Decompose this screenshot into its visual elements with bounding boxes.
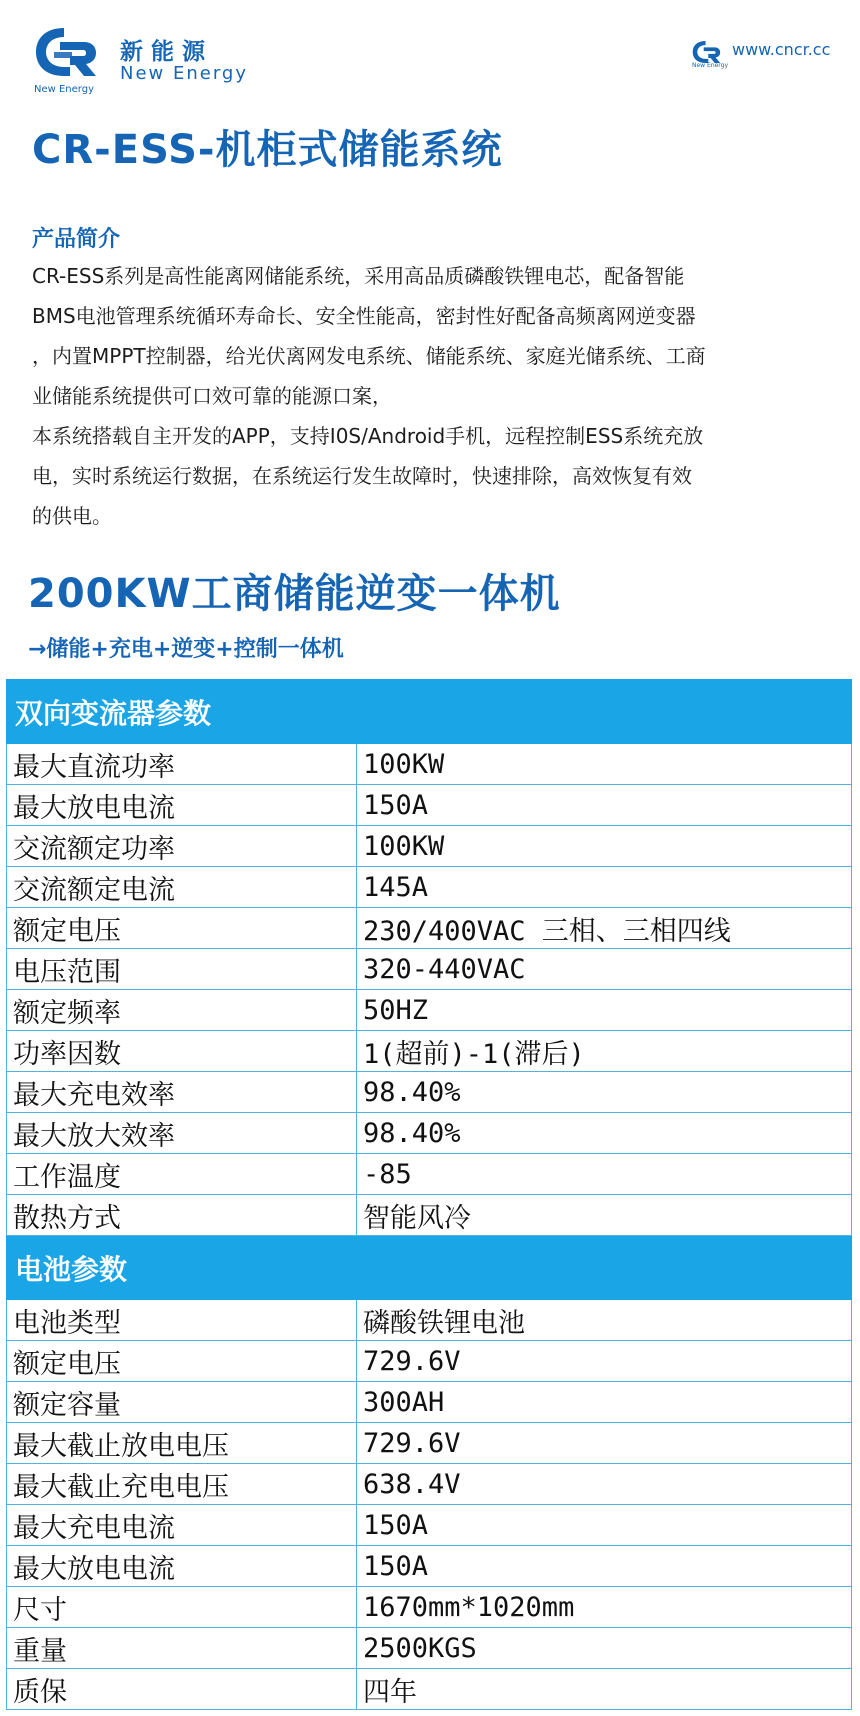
spec-key: 电压范围 [7, 949, 357, 990]
spec-key: 额定电压 [7, 1341, 357, 1382]
spec-key: 功率因数 [7, 1031, 357, 1072]
table-row [7, 1341, 852, 1382]
spec-value: 150A [357, 1546, 852, 1587]
spec-key: 最大截止放电电压 [7, 1423, 357, 1464]
spec-key: 最大放电电流 [7, 785, 357, 826]
brand-name-cn: 新能源 [120, 39, 213, 65]
spec-key: 重量 [7, 1628, 357, 1669]
spec-value: 2500KGS [357, 1628, 852, 1669]
table-row [7, 1154, 852, 1195]
spec-key: 质保 [7, 1669, 357, 1710]
spec-value: 100KW [357, 744, 852, 785]
table-row [7, 1587, 852, 1628]
cr-logo-icon[interactable] [30, 22, 100, 82]
table-row [7, 1628, 852, 1669]
table-row [7, 1423, 852, 1464]
spec-key: 交流额定功率 [7, 826, 357, 867]
table-group-header [7, 1236, 852, 1300]
table-row [7, 990, 852, 1031]
product-title: 200KW工商储能逆变一体机 [28, 571, 561, 617]
page-header [0, 0, 860, 100]
spec-key: 工作温度 [7, 1154, 357, 1195]
spec-key: 额定容量 [7, 1382, 357, 1423]
intro-label: 产品简介 [32, 227, 121, 252]
page-title: CR-ESS-机柜式储能系统 [32, 127, 503, 173]
small-brand-tagline: New Energy [692, 62, 728, 69]
intro-paragraph-1: CR-ESS系列是高性能离网储能系统，采用高品质磷酸铁锂电芯，配备智能 BMS电池管理系统循环寿命长、安全性能高，密封性好配备高频离网逆变器 ，内置MPPT控制器，给光伏离网发电系统、储能系统、家庭光储系统、工商 业储能系统提供可口效可靠的能源口案， [32, 264, 706, 408]
spec-value: 98.40% [357, 1072, 852, 1113]
spec-value: 150A [357, 1505, 852, 1546]
spec-key: 电池类型 [7, 1300, 357, 1341]
spec-value: 150A [357, 785, 852, 826]
intro-paragraph-2: 本系统搭载自主开发的APP，支持I0S/Android手机，远程控制ESS系统充放 电，实时系统运行数据，在系统运行发生故障时，快速排除，高效恢复有效 的供电。 [32, 424, 704, 528]
table-row [7, 1505, 852, 1546]
intro-text [32, 256, 842, 536]
table-row [7, 1382, 852, 1423]
spec-table [6, 679, 852, 1710]
spec-value: 320-440VAC [357, 949, 852, 990]
brand-name-en: New Energy [120, 63, 248, 84]
spec-value: -85 [357, 1154, 852, 1195]
table-row [7, 1546, 852, 1587]
spec-value: 四年 [357, 1669, 852, 1710]
table-row [7, 1669, 852, 1710]
spec-value: 98.40% [357, 1113, 852, 1154]
spec-key: 最大放大效率 [7, 1113, 357, 1154]
spec-key: 额定频率 [7, 990, 357, 1031]
spec-value: 1670mm*1020mm [357, 1587, 852, 1628]
spec-value: 729.6V [357, 1423, 852, 1464]
brand-tagline: New Energy [34, 84, 94, 95]
table-row [7, 785, 852, 826]
table-row [7, 744, 852, 785]
group-title-converter: 双向变流器参数 [7, 680, 852, 744]
table-row [7, 1464, 852, 1505]
website-link[interactable]: www.cncr.cc [732, 40, 831, 59]
table-row [7, 1072, 852, 1113]
spec-value: 230/400VAC 三相、三相四线 [357, 908, 852, 949]
table-group-header [7, 680, 852, 744]
group-title-battery: 电池参数 [7, 1236, 852, 1300]
spec-value: 729.6V [357, 1341, 852, 1382]
table-row [7, 826, 852, 867]
spec-key: 最大充电效率 [7, 1072, 357, 1113]
table-row [7, 1195, 852, 1236]
spec-key: 散热方式 [7, 1195, 357, 1236]
spec-key: 尺寸 [7, 1587, 357, 1628]
spec-value: 1(超前)-1(滞后) [357, 1031, 852, 1072]
spec-key: 最大截止充电电压 [7, 1464, 357, 1505]
spec-value: 300AH [357, 1382, 852, 1423]
spec-key: 最大放电电流 [7, 1546, 357, 1587]
spec-key: 额定电压 [7, 908, 357, 949]
spec-value: 638.4V [357, 1464, 852, 1505]
spec-key: 最大充电电流 [7, 1505, 357, 1546]
spec-key: 交流额定电流 [7, 867, 357, 908]
table-row [7, 1031, 852, 1072]
spec-value: 145A [357, 867, 852, 908]
spec-value: 磷酸铁锂电池 [357, 1300, 852, 1341]
product-subtitle: →储能+充电+逆变+控制一体机 [28, 637, 344, 662]
spec-value: 50HZ [357, 990, 852, 1031]
table-row [7, 1113, 852, 1154]
spec-value: 智能风冷 [357, 1195, 852, 1236]
table-row [7, 867, 852, 908]
spec-value: 100KW [357, 826, 852, 867]
table-row [7, 908, 852, 949]
spec-key: 最大直流功率 [7, 744, 357, 785]
table-row [7, 1300, 852, 1341]
table-row [7, 949, 852, 990]
